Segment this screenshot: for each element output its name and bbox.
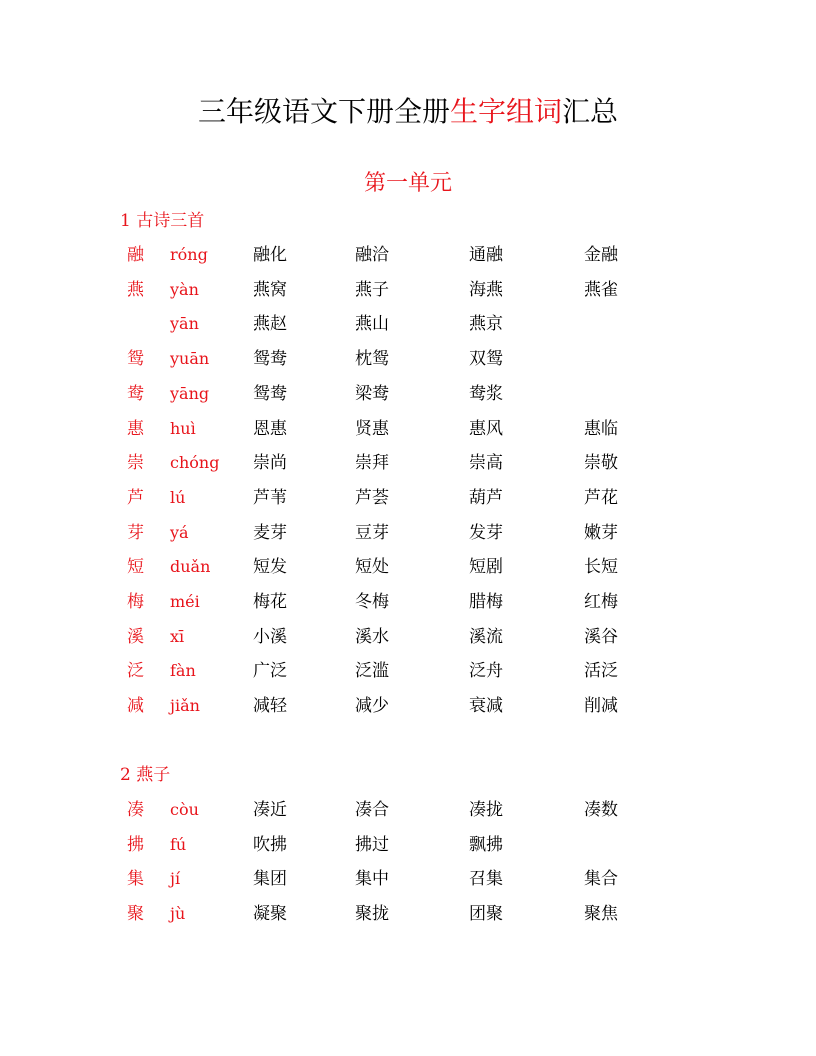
unit-title: 第一单元 (363, 171, 452, 196)
page-title (0, 92, 816, 132)
vocab-word: 减少 (355, 696, 389, 717)
vocab-character: 拂 (127, 834, 144, 855)
vocab-word: 冬梅 (355, 592, 389, 612)
vocab-pinyin: huì (170, 418, 196, 438)
vocab-word: 崇高 (469, 453, 503, 474)
vocab-word: 崇拜 (355, 453, 389, 474)
vocab-pinyin: yān (170, 314, 199, 334)
vocab-word: 泛舟 (469, 661, 503, 682)
vocab-pinyin: yuān (170, 349, 210, 369)
vocab-word: 溪谷 (584, 626, 618, 647)
vocab-word: 红梅 (584, 592, 618, 612)
vocab-character: 崇 (127, 453, 144, 474)
vocab-character: 溪 (127, 626, 144, 647)
vocab-character: 集 (127, 869, 144, 890)
vocab-word: 凝聚 (253, 904, 287, 925)
vocab-word: 发芽 (469, 522, 503, 543)
vocab-word: 葫芦 (469, 487, 503, 508)
vocab-row (0, 379, 816, 409)
vocab-word: 凑合 (355, 800, 389, 820)
vocab-word: 腊梅 (469, 592, 503, 612)
vocab-word: 豆芽 (355, 522, 389, 543)
vocab-character: 短 (127, 557, 144, 578)
vocab-row (0, 899, 816, 929)
vocab-row (0, 240, 816, 270)
vocab-word: 梁鸯 (355, 383, 389, 404)
vocab-word: 广泛 (253, 661, 287, 682)
vocab-word: 减轻 (253, 696, 287, 717)
vocab-pinyin: méi (170, 592, 200, 611)
vocab-word: 鸳鸯 (253, 349, 287, 370)
vocab-pinyin: jù (170, 904, 186, 924)
vocab-word: 召集 (469, 869, 503, 890)
vocab-pinyin: róng (170, 245, 208, 264)
vocab-row (0, 795, 816, 825)
vocab-word: 聚拢 (355, 904, 389, 925)
vocab-word: 芦荟 (355, 487, 389, 508)
vocab-word: 泛滥 (355, 661, 389, 682)
vocab-word: 金融 (584, 245, 618, 265)
vocab-pinyin: fú (170, 834, 187, 854)
vocab-character: 聚 (127, 904, 144, 925)
vocab-pinyin: yàn (170, 279, 199, 299)
vocab-row (0, 344, 816, 374)
vocab-character: 燕 (127, 279, 144, 300)
vocab-character: 凑 (127, 800, 144, 820)
vocab-word: 短处 (355, 557, 389, 578)
vocab-word: 麦芽 (253, 522, 287, 543)
vocab-word: 崇敬 (584, 453, 618, 474)
vocab-word: 鸳鸯 (253, 383, 287, 404)
vocab-row (0, 448, 816, 478)
title-part-3: 汇总 (562, 95, 619, 128)
vocab-word: 燕赵 (253, 314, 287, 335)
vocab-character: 泛 (127, 661, 144, 682)
vocab-character: 鸳 (127, 349, 144, 370)
vocab-word: 枕鸳 (355, 349, 389, 370)
vocab-word: 融洽 (355, 245, 389, 265)
vocab-word: 溪流 (469, 626, 503, 647)
vocab-word: 燕山 (355, 314, 389, 335)
vocab-character: 芦 (127, 487, 144, 508)
vocab-pinyin: chóng (170, 453, 220, 473)
vocab-word: 短发 (253, 557, 287, 578)
vocab-word: 集合 (584, 869, 618, 890)
vocab-pinyin: jí (170, 869, 181, 889)
vocab-word: 飘拂 (469, 834, 503, 855)
vocab-row (0, 656, 816, 686)
vocab-word: 活泛 (584, 661, 618, 682)
vocab-word: 削减 (584, 696, 618, 717)
vocab-word: 集中 (355, 869, 389, 890)
vocab-character: 芽 (127, 522, 144, 543)
vocab-word: 吹拂 (253, 834, 287, 855)
vocab-pinyin: lú (170, 487, 186, 507)
vocab-row (0, 518, 816, 548)
vocab-row (0, 275, 816, 305)
vocab-word: 燕窝 (253, 279, 287, 300)
vocab-word: 燕雀 (584, 279, 618, 300)
vocab-word: 凑数 (584, 800, 618, 820)
lesson-title: 2 燕子 (120, 765, 171, 785)
vocab-word: 燕京 (469, 314, 503, 335)
vocab-word: 贤惠 (355, 418, 389, 439)
vocab-word: 惠临 (584, 418, 618, 439)
title-part-1: 三年级语文下册全册 (197, 95, 450, 128)
vocab-word: 凑拢 (469, 800, 503, 820)
vocab-word: 海燕 (469, 279, 503, 300)
vocab-pinyin: duǎn (170, 557, 211, 577)
vocab-word: 衰减 (469, 696, 503, 717)
vocab-word: 嫩芽 (584, 522, 618, 543)
vocab-pinyin: jiǎn (170, 696, 200, 716)
vocab-word: 惠风 (469, 418, 503, 439)
vocab-word: 团聚 (469, 904, 503, 925)
vocab-word: 溪水 (355, 626, 389, 647)
vocab-character: 融 (127, 245, 144, 265)
vocab-word: 燕子 (355, 279, 389, 300)
vocab-pinyin: yá (170, 522, 189, 542)
vocab-row (0, 830, 816, 860)
vocab-row (0, 622, 816, 652)
vocab-word: 拂过 (355, 834, 389, 855)
vocab-word: 小溪 (253, 626, 287, 647)
vocab-row (0, 309, 816, 339)
vocab-row (0, 587, 816, 617)
vocab-word: 聚焦 (584, 904, 618, 925)
title-part-2: 生字组词 (449, 95, 562, 128)
vocab-row (0, 552, 816, 582)
vocab-word: 双鸳 (469, 349, 503, 370)
vocab-row (0, 691, 816, 721)
vocab-word: 芦苇 (253, 487, 287, 508)
vocab-pinyin: yāng (170, 383, 210, 403)
lesson-title: 1 古诗三首 (120, 211, 205, 231)
vocab-word: 集团 (253, 869, 287, 890)
vocab-word: 鸯浆 (469, 383, 503, 404)
vocab-word: 梅花 (253, 592, 287, 612)
vocab-row (0, 864, 816, 894)
vocab-pinyin: xī (170, 626, 185, 646)
vocab-word: 融化 (253, 245, 287, 265)
vocab-word: 通融 (469, 245, 503, 265)
vocab-character: 鸯 (127, 383, 144, 404)
vocab-character: 梅 (127, 592, 144, 612)
vocab-pinyin: còu (170, 800, 199, 819)
vocab-word: 凑近 (253, 800, 287, 820)
vocab-pinyin: fàn (170, 661, 196, 681)
vocab-word: 短剧 (469, 557, 503, 578)
vocab-row (0, 483, 816, 513)
vocab-word: 芦花 (584, 487, 618, 508)
vocab-row (0, 414, 816, 444)
vocab-character: 减 (127, 696, 144, 717)
vocab-word: 崇尚 (253, 453, 287, 474)
vocab-word: 恩惠 (253, 418, 287, 439)
vocab-character: 惠 (127, 418, 144, 439)
vocab-word: 长短 (584, 557, 618, 578)
